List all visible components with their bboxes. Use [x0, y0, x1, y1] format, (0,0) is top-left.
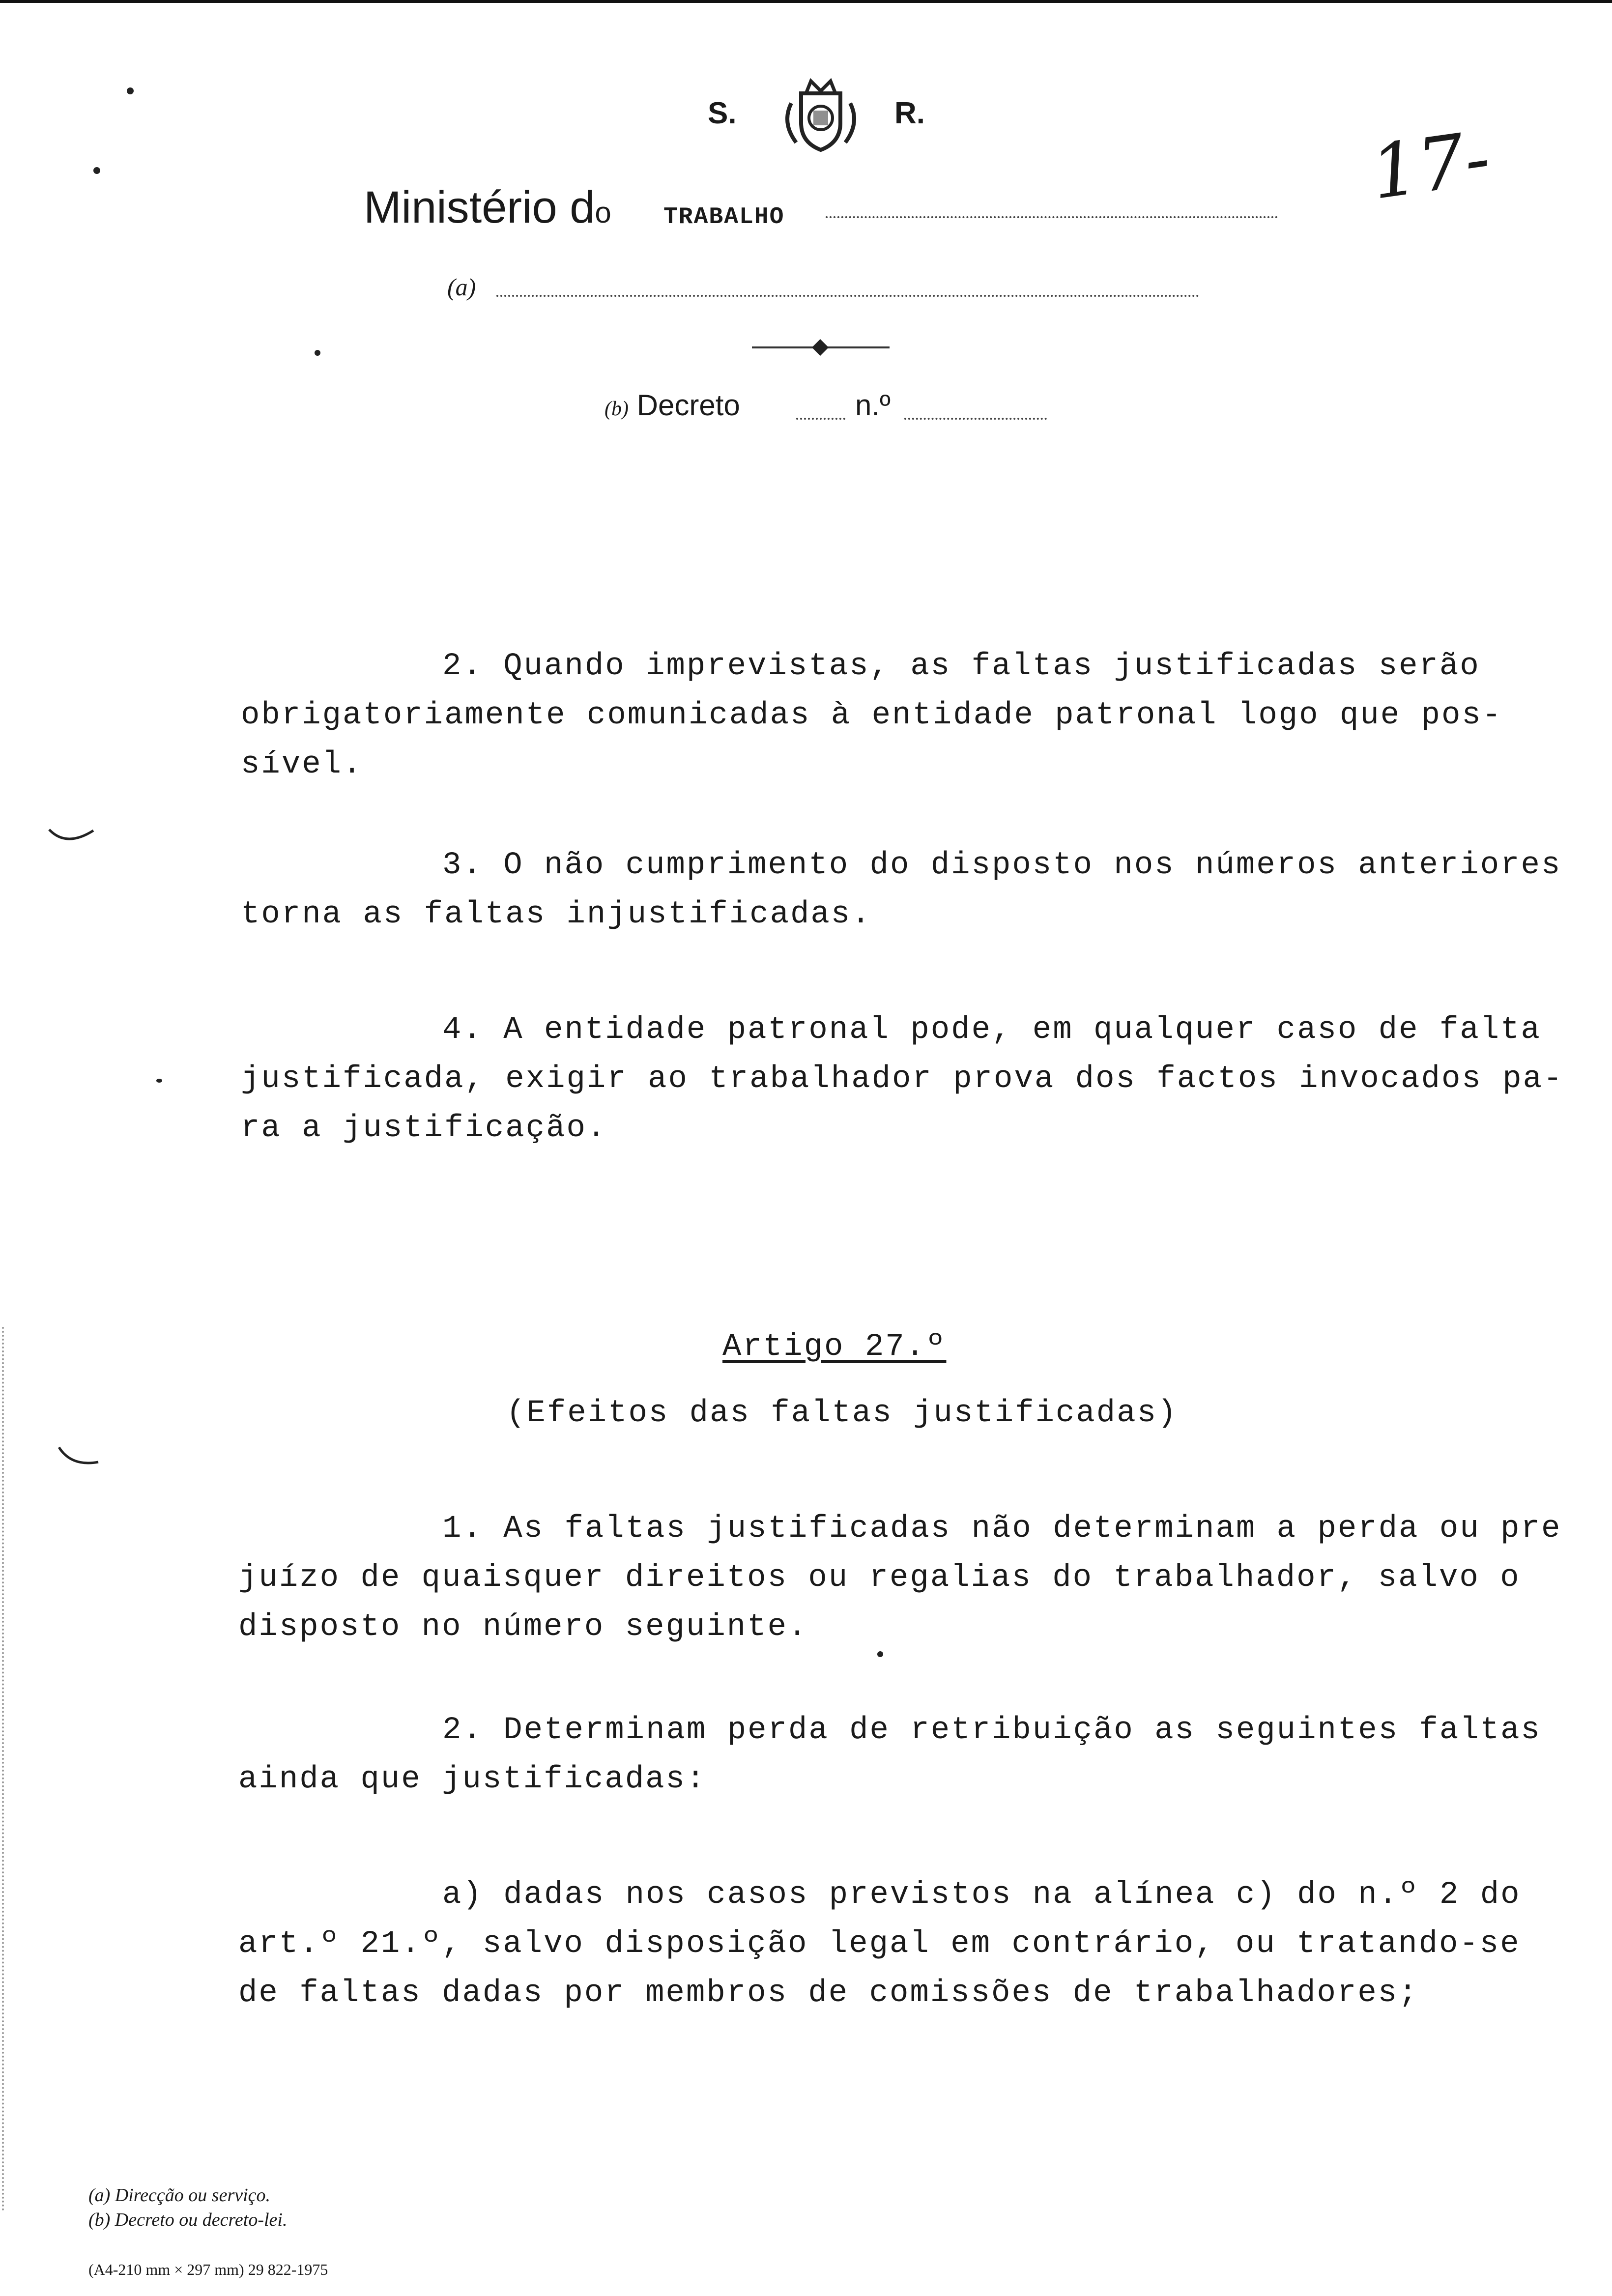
scan-edge-noise — [2, 1327, 6, 2211]
article-item-a-line-2: art.º 21.º, salvo disposição legal em contrário, ou tratando-se — [238, 1926, 1521, 1962]
scan-speck — [156, 1079, 162, 1083]
scan-speck — [93, 167, 100, 174]
paragraph-2-line-1: 2. Quando imprevistas, as faltas justificadas serão — [442, 649, 1480, 684]
ministry-dotted-line — [826, 216, 1278, 218]
scan-speck — [315, 350, 320, 356]
diamond-ornament-icon — [812, 339, 829, 356]
article-item-a-line-3: de faltas dadas por membros de comissões de trabalhadores; — [238, 1976, 1419, 2011]
coat-of-arms-emblem — [772, 74, 870, 157]
line-a-dotted — [496, 295, 1199, 297]
header-letter-r: R. — [894, 96, 925, 130]
decree-line — [604, 388, 740, 422]
ministry-o: o — [595, 196, 611, 229]
paragraph-4-line-1: 4. A entidade patronal pode, em qualquer caso de falta — [442, 1012, 1541, 1048]
paragraph-4-line-2: justificada, exigir ao trabalhador prova dos factos invocados pa- — [241, 1062, 1564, 1097]
article-subtitle: (Efeitos das faltas justificadas) — [506, 1396, 1178, 1431]
decree-label: Decreto — [636, 389, 740, 422]
decree-b-label: (b) — [604, 398, 629, 420]
article-paragraph-1-line-1: 1. As faltas justificadas não determinam a perda ou pre — [442, 1511, 1562, 1547]
article-paragraph-1-line-2: juízo de quaisquer direitos ou regalias do trabalhador, salvo o — [238, 1560, 1521, 1596]
scan-speck — [127, 87, 134, 94]
article-paragraph-2-line-1: 2. Determinam perda de retribuição as seguintes faltas — [442, 1713, 1541, 1748]
article-paragraph-1-line-3: disposto no número seguinte. — [238, 1609, 808, 1645]
print-info: (A4-210 mm × 297 mm) 29 822-1975 — [88, 2261, 328, 2278]
ministry-prefix: Ministério d — [364, 182, 595, 232]
paragraph-3-line-1: 3. O não cumprimento do disposto nos números anteriores — [442, 848, 1562, 883]
paragraph-2-line-2: obrigatoriamente comunicadas à entidade patronal logo que pos- — [241, 698, 1503, 733]
handwritten-page-number: 17- — [1366, 115, 1496, 216]
ministry-label — [364, 182, 611, 233]
paragraph-4-line-3: ra a justificação. — [241, 1111, 607, 1146]
number-label: n.º — [855, 389, 891, 422]
number-dotted — [904, 418, 1047, 420]
ministry-name: TRABALHO — [663, 204, 785, 230]
scan-speck — [877, 1651, 883, 1657]
scan-mark-arc — [57, 1445, 101, 1469]
decree-dotted — [796, 418, 845, 420]
article-title: Artigo 27.º — [722, 1329, 947, 1365]
line-a-label: (a) — [447, 273, 476, 301]
article-item-a-line-1: a) dadas nos casos previstos na alínea c) do n.º 2 do — [442, 1877, 1521, 1913]
scan-mark-arc — [47, 826, 96, 850]
paragraph-2-line-3: sível. — [241, 747, 363, 782]
article-paragraph-2-line-2: ainda que justificadas: — [238, 1762, 707, 1797]
footnote-b: (b) Decreto ou decreto-lei. — [88, 2210, 288, 2230]
top-border-line — [0, 0, 1612, 3]
footnote-a: (a) Direcção ou serviço. — [88, 2185, 271, 2206]
paragraph-3-line-2: torna as faltas injustificadas. — [241, 897, 872, 932]
header-letter-s: S. — [708, 96, 737, 130]
